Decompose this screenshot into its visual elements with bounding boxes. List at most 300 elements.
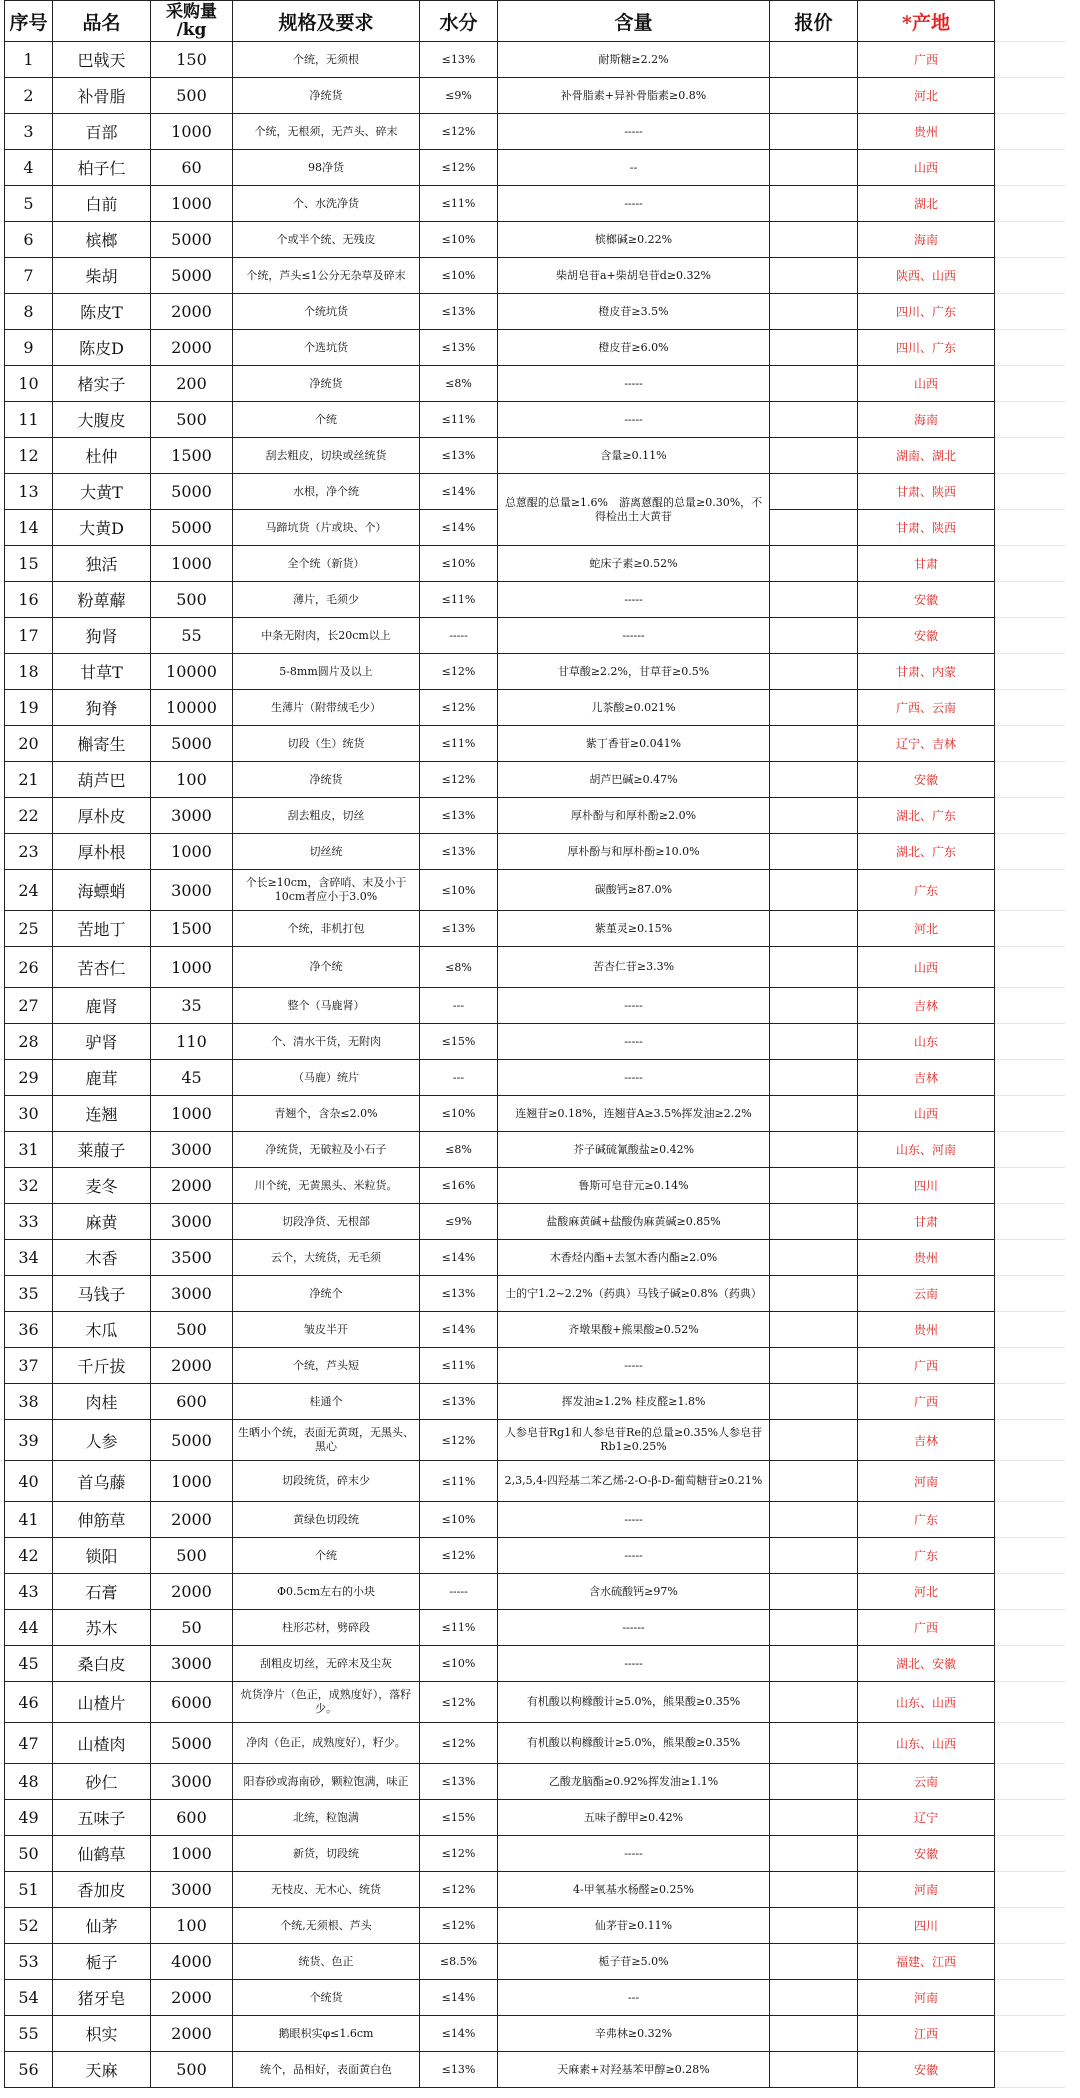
cell-origin: 江西 <box>858 2016 995 2052</box>
cell-blank <box>995 1538 1065 1574</box>
table-row <box>5 1944 1065 1980</box>
cell-origin: 河北 <box>858 911 995 947</box>
cell-qty: 500 <box>151 402 233 438</box>
cell-blank <box>995 330 1065 366</box>
table-row <box>5 1646 1065 1682</box>
cell-qty: 50 <box>151 1610 233 1646</box>
cell-qty: 6000 <box>151 1682 233 1723</box>
cell-name: 驴肾 <box>53 1024 151 1060</box>
cell-spec: 刮去粗皮，切丝 <box>233 798 420 834</box>
cell-qty: 60 <box>151 150 233 186</box>
cell-origin: 山东 <box>858 1024 995 1060</box>
cell-spec: 切段统货，碎末少 <box>233 1461 420 1502</box>
cell-spec: 净统个 <box>233 1276 420 1312</box>
cell-water: ≤9% <box>420 78 498 114</box>
table-row <box>5 1980 1065 2016</box>
cell-price <box>770 78 858 114</box>
cell-spec: 个统，芦头短 <box>233 1348 420 1384</box>
cell-content: 胡芦巴碱≥0.47% <box>498 762 770 798</box>
cell-price <box>770 834 858 870</box>
cell-blank <box>995 947 1065 988</box>
cell-origin: 甘肃、陕西 <box>858 510 995 546</box>
cell-blank <box>995 1420 1065 1461</box>
cell-water: ≤13% <box>420 1764 498 1800</box>
cell-content: ----- <box>498 1060 770 1096</box>
cell-content: 2,3,5,4-四羟基二苯乙烯-2-O-β-D-葡萄糖苷≥0.21% <box>498 1461 770 1502</box>
table-row <box>5 294 1065 330</box>
cell-name: 大黄D <box>53 510 151 546</box>
cell-spec: 马蹄坑货（片或块、个） <box>233 510 420 546</box>
table-row <box>5 186 1065 222</box>
cell-price <box>770 1800 858 1836</box>
cell-no: 4 <box>5 150 53 186</box>
cell-origin: 河北 <box>858 78 995 114</box>
cell-origin: 湖北、安徽 <box>858 1646 995 1682</box>
cell-blank <box>995 546 1065 582</box>
cell-water: ≤11% <box>420 1461 498 1502</box>
cell-name: 香加皮 <box>53 1872 151 1908</box>
cell-blank <box>995 1610 1065 1646</box>
cell-price <box>770 294 858 330</box>
cell-origin: 云南 <box>858 1764 995 1800</box>
cell-content: 柴胡皂苷a+柴胡皂苷d≥0.32% <box>498 258 770 294</box>
cell-spec: 生晒小个统，表面无黄斑，无黑头、黑心 <box>233 1420 420 1461</box>
cell-price <box>770 1096 858 1132</box>
cell-water: --- <box>420 988 498 1024</box>
cell-origin: 甘肃 <box>858 546 995 582</box>
cell-qty: 5000 <box>151 258 233 294</box>
cell-origin: 河南 <box>858 1980 995 2016</box>
cell-no: 36 <box>5 1312 53 1348</box>
cell-blank <box>995 1384 1065 1420</box>
cell-name: 厚朴根 <box>53 834 151 870</box>
cell-origin: 四川 <box>858 1168 995 1204</box>
cell-origin: 湖南、湖北 <box>858 438 995 474</box>
cell-blank <box>995 834 1065 870</box>
cell-content: ----- <box>498 582 770 618</box>
cell-water: ≤8% <box>420 366 498 402</box>
cell-qty: 200 <box>151 366 233 402</box>
cell-content: -- <box>498 150 770 186</box>
cell-name: 鹿茸 <box>53 1060 151 1096</box>
cell-name: 砂仁 <box>53 1764 151 1800</box>
cell-no: 9 <box>5 330 53 366</box>
header-water: 水分 <box>420 1 498 42</box>
cell-qty: 600 <box>151 1800 233 1836</box>
cell-qty: 1000 <box>151 834 233 870</box>
cell-blank <box>995 1060 1065 1096</box>
cell-name: 巴戟天 <box>53 42 151 78</box>
cell-spec: 北统，粒饱满 <box>233 1800 420 1836</box>
cell-blank <box>995 1204 1065 1240</box>
header-row <box>5 1 1065 42</box>
cell-water: ≤8% <box>420 1132 498 1168</box>
cell-spec: 切段（生）统货 <box>233 726 420 762</box>
cell-content: 盐酸麻黄碱+盐酸伪麻黄碱≥0.85% <box>498 1204 770 1240</box>
cell-blank <box>995 294 1065 330</box>
cell-content: 齐墩果酸+熊果酸≥0.52% <box>498 1312 770 1348</box>
cell-price <box>770 510 858 546</box>
cell-origin: 广西、云南 <box>858 690 995 726</box>
cell-content: ------ <box>498 618 770 654</box>
cell-no: 12 <box>5 438 53 474</box>
cell-price <box>770 1836 858 1872</box>
cell-content: 紫丁香苷≥0.041% <box>498 726 770 762</box>
cell-no: 16 <box>5 582 53 618</box>
cell-origin: 广东 <box>858 1538 995 1574</box>
cell-price <box>770 618 858 654</box>
cell-content: 木香烃内酯+去氢木香内酯≥2.0% <box>498 1240 770 1276</box>
cell-price <box>770 366 858 402</box>
header-qty <box>151 1 233 42</box>
cell-spec: 切丝统 <box>233 834 420 870</box>
cell-name: 苦地丁 <box>53 911 151 947</box>
cell-qty: 3000 <box>151 1276 233 1312</box>
cell-content: 士的宁1.2~2.2%（药典）马钱子碱≥0.8%（药典） <box>498 1276 770 1312</box>
cell-name: 厚朴皮 <box>53 798 151 834</box>
table-row <box>5 366 1065 402</box>
cell-spec: 阳春砂或海南砂，颗粒饱满，味正 <box>233 1764 420 1800</box>
cell-no: 41 <box>5 1502 53 1538</box>
cell-spec: 统个，品相好，表面黄白色 <box>233 2052 420 2088</box>
cell-spec: 净个统 <box>233 947 420 988</box>
header-name: 品名 <box>53 1 151 42</box>
cell-blank <box>995 1800 1065 1836</box>
cell-content: ----- <box>498 366 770 402</box>
cell-no: 34 <box>5 1240 53 1276</box>
cell-name: 石膏 <box>53 1574 151 1610</box>
cell-no: 55 <box>5 2016 53 2052</box>
table-row <box>5 798 1065 834</box>
cell-origin: 河南 <box>858 1872 995 1908</box>
cell-content: ----- <box>498 1024 770 1060</box>
cell-spec: 个长≥10cm，含碎哨、末及小于10cm者应小于3.0% <box>233 870 420 911</box>
cell-spec: 个选坑货 <box>233 330 420 366</box>
cell-water: ≤11% <box>420 1348 498 1384</box>
table-row <box>5 1800 1065 1836</box>
cell-origin: 山东、山西 <box>858 1682 995 1723</box>
cell-blank <box>995 1502 1065 1538</box>
cell-name: 楮实子 <box>53 366 151 402</box>
cell-water: ≤12% <box>420 690 498 726</box>
cell-name: 连翘 <box>53 1096 151 1132</box>
cell-qty: 2000 <box>151 294 233 330</box>
cell-origin: 河北 <box>858 1574 995 1610</box>
cell-price <box>770 546 858 582</box>
cell-qty: 600 <box>151 1384 233 1420</box>
cell-name: 甘草T <box>53 654 151 690</box>
table-row <box>5 1723 1065 1764</box>
cell-origin: 广西 <box>858 1384 995 1420</box>
cell-no: 15 <box>5 546 53 582</box>
cell-spec: 净统货 <box>233 366 420 402</box>
cell-no: 2 <box>5 78 53 114</box>
cell-price <box>770 1682 858 1723</box>
cell-origin: 云南 <box>858 1276 995 1312</box>
table-row <box>5 690 1065 726</box>
cell-content: 苦杏仁苷≥3.3% <box>498 947 770 988</box>
cell-content: ----- <box>498 988 770 1024</box>
cell-price <box>770 1168 858 1204</box>
table-row <box>5 2052 1065 2088</box>
cell-content: --- <box>498 1980 770 2016</box>
cell-content: ----- <box>498 1502 770 1538</box>
cell-blank <box>995 1836 1065 1872</box>
cell-water: ≤13% <box>420 834 498 870</box>
cell-spec: 桂通个 <box>233 1384 420 1420</box>
table-row <box>5 402 1065 438</box>
cell-origin: 辽宁 <box>858 1800 995 1836</box>
cell-spec: 个、清水干货，无附肉 <box>233 1024 420 1060</box>
cell-price <box>770 2052 858 2088</box>
cell-blank <box>995 186 1065 222</box>
cell-blank <box>995 1096 1065 1132</box>
cell-water: ≤10% <box>420 1096 498 1132</box>
cell-water: ≤14% <box>420 2016 498 2052</box>
cell-water: ≤14% <box>420 510 498 546</box>
cell-price <box>770 1204 858 1240</box>
table-row <box>5 654 1065 690</box>
cell-content: ----- <box>498 114 770 150</box>
cell-blank <box>995 402 1065 438</box>
cell-qty: 1500 <box>151 911 233 947</box>
cell-content: 芥子碱硫氰酸盐≥0.42% <box>498 1132 770 1168</box>
cell-water: ≤10% <box>420 258 498 294</box>
cell-no: 31 <box>5 1132 53 1168</box>
table-row <box>5 1204 1065 1240</box>
cell-no: 39 <box>5 1420 53 1461</box>
cell-water: ≤12% <box>420 114 498 150</box>
cell-qty: 2000 <box>151 1502 233 1538</box>
cell-price <box>770 1024 858 1060</box>
cell-spec: 无枝皮、无木心、统货 <box>233 1872 420 1908</box>
cell-content: 乙酸龙脑酯≥0.92%挥发油≥1.1% <box>498 1764 770 1800</box>
cell-content: 厚朴酚与和厚朴酚≥2.0% <box>498 798 770 834</box>
cell-blank <box>995 1240 1065 1276</box>
table-row <box>5 1872 1065 1908</box>
cell-origin: 辽宁、吉林 <box>858 726 995 762</box>
cell-no: 46 <box>5 1682 53 1723</box>
cell-origin: 山东、河南 <box>858 1132 995 1168</box>
cell-water: ≤13% <box>420 911 498 947</box>
cell-origin: 山西 <box>858 1096 995 1132</box>
cell-origin: 四川、广东 <box>858 294 995 330</box>
cell-qty: 1000 <box>151 1096 233 1132</box>
cell-content: 槟榔碱≥0.22% <box>498 222 770 258</box>
cell-blank <box>995 2052 1065 2088</box>
cell-spec: 青翘个，含杂≤2.0% <box>233 1096 420 1132</box>
cell-origin: 四川、广东 <box>858 330 995 366</box>
cell-price <box>770 114 858 150</box>
cell-spec: 个、水洗净货 <box>233 186 420 222</box>
cell-blank <box>995 726 1065 762</box>
cell-spec: 个统，无根须，无芦头、碎末 <box>233 114 420 150</box>
table-row <box>5 78 1065 114</box>
cell-qty: 100 <box>151 762 233 798</box>
cell-spec: Φ0.5cm左右的小块 <box>233 1574 420 1610</box>
cell-content: 含水硫酸钙≥97% <box>498 1574 770 1610</box>
cell-price <box>770 330 858 366</box>
cell-no: 17 <box>5 618 53 654</box>
cell-origin: 山西 <box>858 947 995 988</box>
cell-qty: 500 <box>151 78 233 114</box>
cell-qty: 2000 <box>151 1348 233 1384</box>
cell-name: 栀子 <box>53 1944 151 1980</box>
cell-qty: 3000 <box>151 1872 233 1908</box>
cell-blank <box>995 654 1065 690</box>
cell-origin: 安徽 <box>858 1836 995 1872</box>
cell-price <box>770 654 858 690</box>
cell-name: 狗肾 <box>53 618 151 654</box>
cell-blank <box>995 1908 1065 1944</box>
cell-spec: 个统,无须根、芦头 <box>233 1908 420 1944</box>
cell-origin: 安徽 <box>858 762 995 798</box>
cell-content: 4-甲氧基水杨醛≥0.25% <box>498 1872 770 1908</box>
cell-no: 1 <box>5 42 53 78</box>
cell-no: 25 <box>5 911 53 947</box>
cell-content: 连翘苷≥0.18%，连翘苷A≥3.5%挥发油≥2.2% <box>498 1096 770 1132</box>
cell-blank <box>995 988 1065 1024</box>
table-row <box>5 1610 1065 1646</box>
cell-qty: 500 <box>151 582 233 618</box>
cell-qty: 5000 <box>151 222 233 258</box>
cell-spec: 云个，大统货，无毛须 <box>233 1240 420 1276</box>
table-row <box>5 947 1065 988</box>
header-content: 含量 <box>498 1 770 42</box>
cell-no: 29 <box>5 1060 53 1096</box>
cell-no: 56 <box>5 2052 53 2088</box>
cell-blank <box>995 1024 1065 1060</box>
cell-name: 人参 <box>53 1420 151 1461</box>
cell-no: 51 <box>5 1872 53 1908</box>
cell-price <box>770 690 858 726</box>
table-row <box>5 1384 1065 1420</box>
cell-water: ≤10% <box>420 1502 498 1538</box>
table-row <box>5 1764 1065 1800</box>
cell-name: 陈皮D <box>53 330 151 366</box>
cell-blank <box>995 150 1065 186</box>
cell-blank <box>995 1276 1065 1312</box>
cell-price <box>770 2016 858 2052</box>
cell-spec: 鹅眼枳实φ≤1.6cm <box>233 2016 420 2052</box>
header-qty-line1: 采购量 <box>166 2 217 22</box>
cell-water: ≤13% <box>420 438 498 474</box>
cell-no: 45 <box>5 1646 53 1682</box>
cell-origin: 福建、江西 <box>858 1944 995 1980</box>
cell-content: 蛇床子素≥0.52% <box>498 546 770 582</box>
cell-no: 32 <box>5 1168 53 1204</box>
cell-no: 50 <box>5 1836 53 1872</box>
cell-name: 肉桂 <box>53 1384 151 1420</box>
cell-spec: 个统货 <box>233 1980 420 2016</box>
cell-origin: 甘肃 <box>858 1204 995 1240</box>
cell-content: ----- <box>498 402 770 438</box>
cell-price <box>770 1944 858 1980</box>
cell-content: 栀子苷≥5.0% <box>498 1944 770 1980</box>
cell-content: ----- <box>498 1836 770 1872</box>
cell-name: 杜仲 <box>53 438 151 474</box>
cell-name: 猪牙皂 <box>53 1980 151 2016</box>
cell-qty: 3000 <box>151 870 233 911</box>
cell-blank <box>995 1461 1065 1502</box>
table-body <box>5 42 1065 2088</box>
cell-name: 粉萆薢 <box>53 582 151 618</box>
cell-qty: 1500 <box>151 438 233 474</box>
cell-water: ≤13% <box>420 294 498 330</box>
cell-name: 山楂肉 <box>53 1723 151 1764</box>
cell-price <box>770 1420 858 1461</box>
table-row <box>5 582 1065 618</box>
table-row <box>5 42 1065 78</box>
table-row <box>5 1420 1065 1461</box>
cell-price <box>770 186 858 222</box>
cell-price <box>770 1276 858 1312</box>
cell-no: 26 <box>5 947 53 988</box>
cell-name: 槟榔 <box>53 222 151 258</box>
cell-no: 47 <box>5 1723 53 1764</box>
cell-spec: 5-8mm圆片及以上 <box>233 654 420 690</box>
cell-water: ≤14% <box>420 474 498 510</box>
cell-name: 锁阳 <box>53 1538 151 1574</box>
cell-qty: 3000 <box>151 1764 233 1800</box>
cell-qty: 3000 <box>151 1646 233 1682</box>
cell-content: 天麻素+对羟基苯甲醇≥0.28% <box>498 2052 770 2088</box>
cell-blank <box>995 762 1065 798</box>
cell-no: 33 <box>5 1204 53 1240</box>
cell-water: ≤10% <box>420 546 498 582</box>
cell-name: 仙鹤草 <box>53 1836 151 1872</box>
cell-origin: 甘肃、内蒙 <box>858 654 995 690</box>
cell-content: ------ <box>498 1610 770 1646</box>
cell-spec: 净肉（色正，成熟度好），籽少。 <box>233 1723 420 1764</box>
cell-water: ≤11% <box>420 186 498 222</box>
cell-water: ≤9% <box>420 1204 498 1240</box>
cell-blank <box>995 1646 1065 1682</box>
cell-water: ≤13% <box>420 1276 498 1312</box>
cell-content: ----- <box>498 1538 770 1574</box>
cell-blank <box>995 474 1065 510</box>
cell-price <box>770 1610 858 1646</box>
cell-spec: 个或半个统、无残皮 <box>233 222 420 258</box>
cell-water: ≤14% <box>420 1980 498 2016</box>
cell-price <box>770 1980 858 2016</box>
cell-price <box>770 42 858 78</box>
cell-content: 鲁斯可皂苷元≥0.14% <box>498 1168 770 1204</box>
cell-qty: 4000 <box>151 1944 233 1980</box>
cell-content: 紫堇灵≥0.15% <box>498 911 770 947</box>
cell-qty: 500 <box>151 1312 233 1348</box>
cell-spec: 整个（马鹿肾） <box>233 988 420 1024</box>
cell-origin: 广东 <box>858 1502 995 1538</box>
cell-spec: 新货，切段统 <box>233 1836 420 1872</box>
cell-water: ≤11% <box>420 402 498 438</box>
cell-origin: 湖北 <box>858 186 995 222</box>
cell-price <box>770 1461 858 1502</box>
cell-spec: 统货、色正 <box>233 1944 420 1980</box>
cell-water: ≤13% <box>420 330 498 366</box>
cell-blank <box>995 366 1065 402</box>
cell-price <box>770 988 858 1024</box>
cell-price <box>770 438 858 474</box>
cell-price <box>770 1348 858 1384</box>
cell-content: 五味子醇甲≥0.42% <box>498 1800 770 1836</box>
cell-origin: 吉林 <box>858 1060 995 1096</box>
table-row <box>5 330 1065 366</box>
cell-water: ≤14% <box>420 1312 498 1348</box>
cell-no: 35 <box>5 1276 53 1312</box>
cell-name: 木瓜 <box>53 1312 151 1348</box>
cell-water: ≤11% <box>420 582 498 618</box>
